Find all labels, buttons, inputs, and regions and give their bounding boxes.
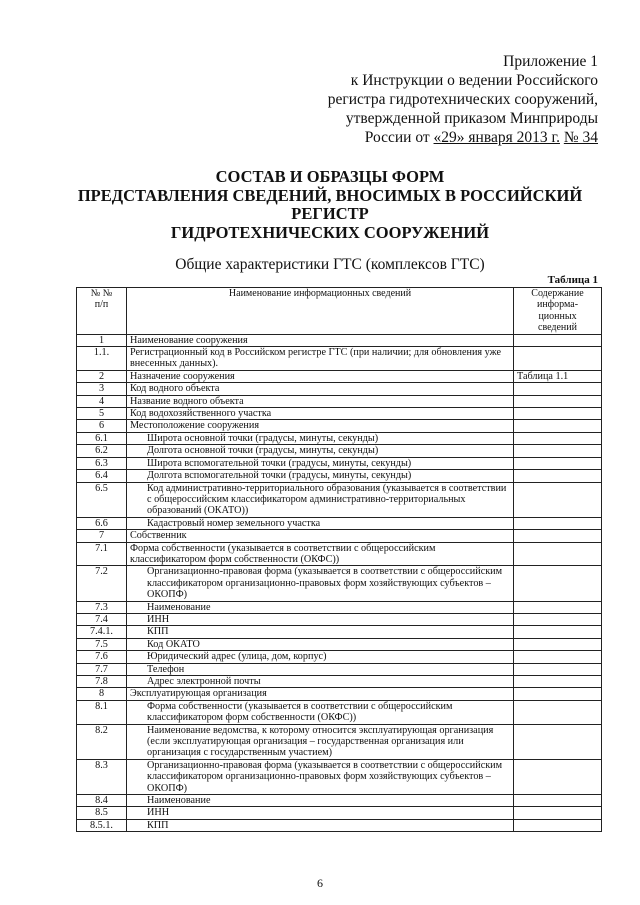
row-number: 6.5 (77, 482, 127, 517)
row-number: 6.3 (77, 457, 127, 469)
row-name: Наименование сооружения (127, 334, 514, 346)
row-number: 4 (77, 395, 127, 407)
table-row (77, 638, 602, 650)
row-number: 8.3 (77, 759, 127, 794)
table-row (77, 347, 602, 371)
row-number: 8.4 (77, 795, 127, 807)
table-row (77, 759, 602, 794)
document-title (60, 168, 600, 242)
appendix-date: «29» января 2013 г. (433, 129, 560, 146)
table-row (77, 370, 602, 382)
row-number: 6.1 (77, 432, 127, 444)
row-number: 2 (77, 370, 127, 382)
row-content (514, 347, 602, 371)
row-name: Широта основной точки (градусы, минуты, секунды) (127, 432, 514, 444)
table-row (77, 613, 602, 625)
table-row (77, 517, 602, 529)
table-row (77, 334, 602, 346)
title-line-3: РЕГИСТР (291, 204, 369, 223)
row-number: 7.2 (77, 566, 127, 601)
table-row (77, 651, 602, 663)
table-row (77, 626, 602, 638)
table-row (77, 724, 602, 759)
page-number: 6 (317, 876, 323, 890)
appendix-line-4: утвержденной приказом Минприроды (345, 110, 598, 127)
table-row (77, 482, 602, 517)
table-row (77, 688, 602, 700)
table-row (77, 445, 602, 457)
row-number: 6 (77, 420, 127, 432)
row-content (514, 408, 602, 420)
row-name: Долгота вспомогательной точки (градусы, минуты, секунды) (127, 470, 514, 482)
table-row (77, 795, 602, 807)
row-number: 8.5.1. (77, 819, 127, 831)
row-name: Телефон (127, 663, 514, 675)
row-content (514, 638, 602, 650)
appendix-order-number: № 34 (563, 129, 598, 146)
row-number: 7.4 (77, 613, 127, 625)
row-name: Код административно-территориального образования (указывается в соответствии с общероссийским классификатором административно-территориальных образований (ОКАТО)) (127, 482, 514, 517)
row-name: Форма собственности (указывается в соответствии с общероссийским классификатором форм собственности (ОКФС)) (127, 700, 514, 724)
row-number: 7.4.1. (77, 626, 127, 638)
row-name: ИНН (127, 613, 514, 625)
row-content (514, 482, 602, 517)
row-content (514, 724, 602, 759)
appendix-line-2: к Инструкции о ведении Российского (350, 72, 598, 89)
row-name: Назначение сооружения (127, 370, 514, 382)
row-content (514, 819, 602, 831)
table-row (77, 530, 602, 542)
row-content (514, 383, 602, 395)
row-number: 6.2 (77, 445, 127, 457)
row-name: Собственник (127, 530, 514, 542)
row-name: ИНН (127, 807, 514, 819)
characteristics-table (76, 287, 602, 832)
table-label: Таблица 1 (547, 274, 598, 286)
row-name: Организационно-правовая форма (указывается в соответствии с общероссийским классификатором организационно-правовых форм хозяйствующих субъектов – ОКОПФ) (127, 759, 514, 794)
row-content (514, 445, 602, 457)
table-row (77, 408, 602, 420)
table-row (77, 395, 602, 407)
row-name: Код водохозяйственного участка (127, 408, 514, 420)
row-number: 8.2 (77, 724, 127, 759)
table-row (77, 601, 602, 613)
row-number: 5 (77, 408, 127, 420)
row-name: Наименование (127, 601, 514, 613)
appendix-prefix: России от (364, 129, 434, 146)
row-content (514, 457, 602, 469)
row-number: 7 (77, 530, 127, 542)
row-content (514, 807, 602, 819)
table-body (77, 334, 602, 832)
row-content (514, 759, 602, 794)
row-content (514, 470, 602, 482)
table-row (77, 700, 602, 724)
row-name: Название водного объекта (127, 395, 514, 407)
row-name: Местоположение сооружения (127, 420, 514, 432)
document-subtitle: Общие характеристики ГТС (комплексов ГТС) (175, 256, 485, 273)
table-row (77, 457, 602, 469)
table-row (77, 676, 602, 688)
table-row (77, 542, 602, 566)
row-content (514, 432, 602, 444)
header-content: Содержание информа- ционных сведений (514, 288, 602, 335)
row-name: Адрес электронной почты (127, 676, 514, 688)
row-number: 6.4 (77, 470, 127, 482)
appendix-line-1: Приложение 1 (503, 53, 598, 70)
row-content (514, 688, 602, 700)
table-row (77, 663, 602, 675)
row-name: Организационно-правовая форма (указывается в соответствии с общероссийским классификатором организационно-правовых форм хозяйствующих субъектов – ОКОПФ) (127, 566, 514, 601)
row-number: 3 (77, 383, 127, 395)
row-content (514, 517, 602, 529)
row-name: Юридический адрес (улица, дом, корпус) (127, 651, 514, 663)
row-content (514, 700, 602, 724)
row-name: КПП (127, 626, 514, 638)
appendix-block (238, 52, 598, 147)
row-number: 1.1. (77, 347, 127, 371)
row-number: 8.1 (77, 700, 127, 724)
row-number: 7.5 (77, 638, 127, 650)
table-row (77, 566, 602, 601)
header-num: № № п/п (77, 288, 127, 335)
title-line-2: ПРЕДСТАВЛЕНИЯ СВЕДЕНИЙ, ВНОСИМЫХ В РОССИЙСКИЙ (77, 185, 583, 205)
row-number: 1 (77, 334, 127, 346)
row-name: КПП (127, 819, 514, 831)
row-content (514, 663, 602, 675)
row-name: Наименование ведомства, к которому относится эксплуатирующая организация (если эксплуатирующая организация – государственная организация или организация с государственным участием) (127, 724, 514, 759)
row-content (514, 601, 602, 613)
appendix-line-3: регистра гидротехнических сооружений, (327, 91, 598, 108)
row-number: 7.1 (77, 542, 127, 566)
row-content (514, 626, 602, 638)
table-row (77, 432, 602, 444)
table-row (77, 420, 602, 432)
title-line-4: ГИДРОТЕХНИЧЕСКИХ СООРУЖЕНИЙ (170, 222, 490, 242)
row-content (514, 676, 602, 688)
row-name: Регистрационный код в Российском регистре ГТС (при наличии; для обновления уже внесенных данных). (127, 347, 514, 371)
row-name: Код ОКАТО (127, 638, 514, 650)
row-name: Форма собственности (указывается в соответствии с общероссийским классификатором форм собственности (ОКФС)) (127, 542, 514, 566)
row-number: 6.6 (77, 517, 127, 529)
appendix-line-5 (238, 128, 598, 147)
row-name: Эксплуатирующая организация (127, 688, 514, 700)
row-content (514, 334, 602, 346)
row-name: Код водного объекта (127, 383, 514, 395)
row-content (514, 542, 602, 566)
row-content (514, 651, 602, 663)
row-content (514, 566, 602, 601)
row-number: 7.8 (77, 676, 127, 688)
title-line-1: СОСТАВ И ОБРАЗЦЫ ФОРМ (215, 167, 445, 186)
row-content (514, 395, 602, 407)
row-name: Широта вспомогательной точки (градусы, минуты, секунды) (127, 457, 514, 469)
row-number: 7.7 (77, 663, 127, 675)
row-number: 8.5 (77, 807, 127, 819)
table-row (77, 470, 602, 482)
row-number: 7.6 (77, 651, 127, 663)
table-row (77, 383, 602, 395)
row-name: Долгота основной точки (градусы, минуты, секунды) (127, 445, 514, 457)
row-content (514, 530, 602, 542)
row-number: 8 (77, 688, 127, 700)
header-name: Наименование информационных сведений (127, 288, 514, 335)
row-name: Наименование (127, 795, 514, 807)
row-content: Таблица 1.1 (514, 370, 602, 382)
table-row (77, 819, 602, 831)
row-content (514, 420, 602, 432)
row-number: 7.3 (77, 601, 127, 613)
row-name: Кадастровый номер земельного участка (127, 517, 514, 529)
table-row (77, 807, 602, 819)
row-content (514, 795, 602, 807)
row-content (514, 613, 602, 625)
table-header-row (77, 288, 602, 335)
